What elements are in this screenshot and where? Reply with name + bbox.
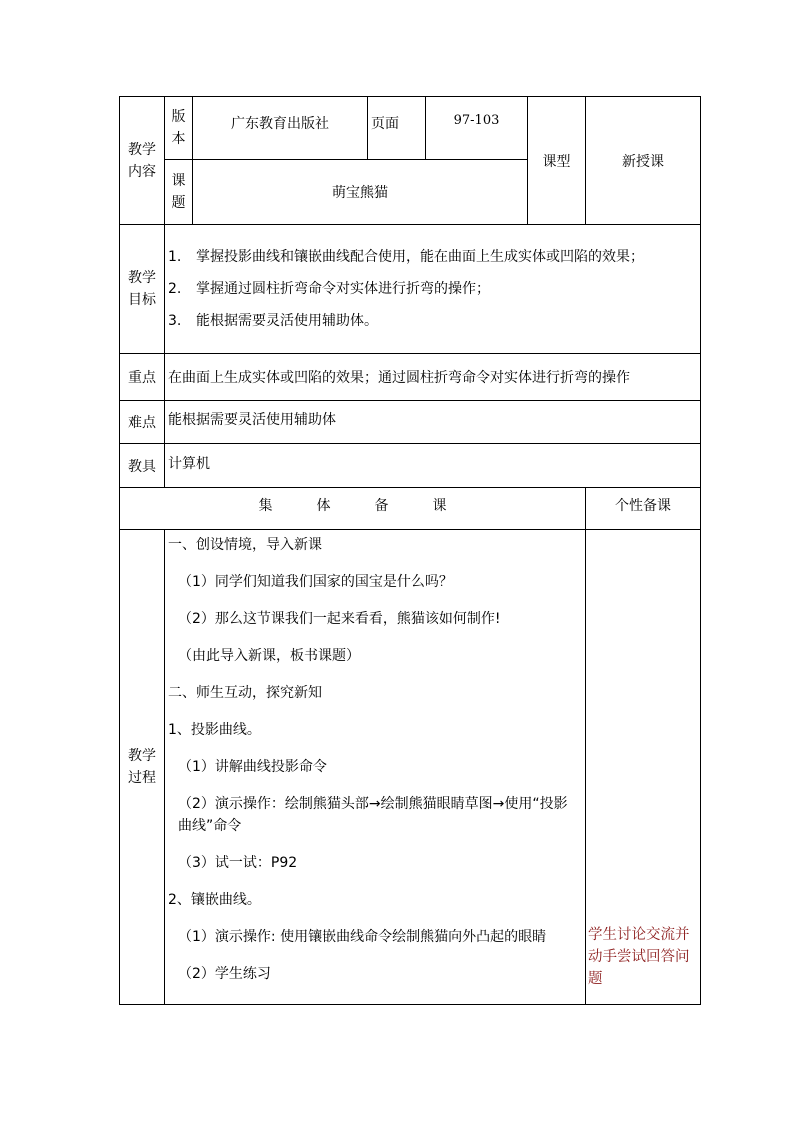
key-point-label: 重点	[120, 354, 165, 401]
difficulty-text: 能根据需要灵活使用辅助体	[165, 401, 701, 444]
difficulty-row	[120, 401, 701, 444]
objectives-label: 教学 目标	[120, 225, 165, 354]
process-line: （1）演示操作: 使用镶嵌曲线命令绘制熊猫向外凸起的眼睛	[178, 929, 547, 945]
process-line: （2）演示操作：绘制熊猫头部→绘制熊猫眼睛草图→使用“投影曲线”命令	[178, 796, 568, 834]
page-value: 97-103	[426, 97, 528, 160]
objectives-row	[120, 225, 701, 354]
process-line: （3）试一试：P92	[178, 855, 298, 871]
process-line: 2、镶嵌曲线。	[168, 892, 261, 908]
process-content	[165, 530, 586, 1005]
edition-label: 版 本	[165, 97, 193, 160]
objective-item: 1. 掌握投影曲线和镶嵌曲线配合使用，能在曲面上生成实体或凹陷的效果；	[168, 249, 644, 265]
tools-label: 教具	[120, 444, 165, 488]
process-line: （2）学生练习	[178, 966, 271, 982]
edition-row	[120, 97, 701, 160]
personal-note: 学生讨论交流并动手尝试回答问题	[586, 530, 701, 1005]
lesson-type-value: 新授课	[586, 97, 701, 225]
publisher: 广东教育出版社	[193, 97, 368, 160]
objectives-list	[165, 225, 701, 354]
topic-label: 课 题	[165, 160, 193, 225]
lesson-type-label: 课型	[528, 97, 586, 225]
objective-item: 3. 能根据需要灵活使用辅助体。	[168, 313, 378, 329]
page-label: 页面	[368, 97, 426, 160]
key-point-text: 在曲面上生成实体或凹陷的效果；通过圆柱折弯命令对实体进行折弯的操作	[165, 354, 701, 401]
difficulty-label: 难点	[120, 401, 165, 444]
lesson-plan-table	[119, 96, 701, 1005]
process-line: （1）同学们知道我们国家的国宝是什么吗？	[178, 574, 453, 590]
collective-prep-header: 集 体 备 课	[120, 488, 586, 530]
process-line: 一、创设情境，导入新课	[168, 537, 322, 553]
process-row	[120, 530, 701, 1005]
personal-prep-header: 个性备课	[586, 488, 701, 530]
topic-value: 萌宝熊猫	[193, 160, 528, 225]
tools-text: 计算机	[165, 444, 701, 488]
process-line: 二、师生互动，探究新知	[168, 685, 322, 701]
objective-item: 2. 掌握通过圆柱折弯命令对实体进行折弯的操作；	[168, 281, 490, 297]
prep-header-row	[120, 488, 701, 530]
process-label: 教学 过程	[120, 530, 165, 1005]
process-line: （由此导入新课，板书课题）	[178, 648, 360, 664]
key-point-row	[120, 354, 701, 401]
process-line: （2）那么这节课我们一起来看看，熊猫该如何制作!	[178, 611, 501, 627]
process-line: （1）讲解曲线投影命令	[178, 759, 327, 775]
tools-row	[120, 444, 701, 488]
process-line: 1、投影曲线。	[168, 722, 261, 738]
content-label: 教学 内容	[120, 97, 165, 225]
